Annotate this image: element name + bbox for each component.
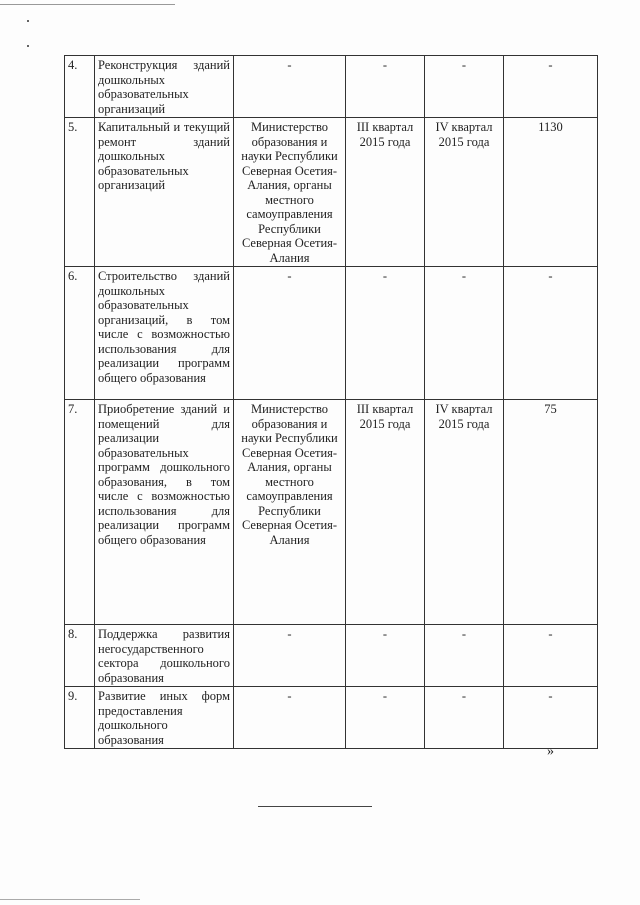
row-number: 6. <box>65 267 95 400</box>
responsible-org: - <box>234 687 346 749</box>
end-date: - <box>425 56 504 118</box>
responsible-org: - <box>234 56 346 118</box>
start-date: III квартал 2015 года <box>346 118 425 267</box>
start-date: - <box>346 267 425 400</box>
work-description: Реконструкция зданий дошкольных образовательных организаций <box>95 56 234 118</box>
amount: 75 <box>504 400 598 625</box>
work-description: Поддержка развития негосударственного сектора дошкольного образования <box>95 625 234 687</box>
end-date: IV квартал 2015 года <box>425 400 504 625</box>
table-row <box>65 267 598 400</box>
closing-quote: » <box>547 744 554 759</box>
row-number: 9. <box>65 687 95 749</box>
start-date: - <box>346 56 425 118</box>
responsible-org: - <box>234 267 346 400</box>
table-row <box>65 400 598 625</box>
scan-mark <box>27 45 29 47</box>
end-date: - <box>425 687 504 749</box>
work-description: Строительство зданий дошкольных образовательных организаций, в том числе с возможностью использования для реализации программ общего образования <box>95 267 234 400</box>
end-date: IV квартал 2015 года <box>425 118 504 267</box>
responsible-org: Министерство образования и науки Республики Северная Осетия-Алания, органы местного самоуправления Республики Северная Осетия-Алания <box>234 118 346 267</box>
table-row <box>65 687 598 749</box>
work-description: Капитальный и текущий ремонт зданий дошкольных образовательных организаций <box>95 118 234 267</box>
row-number: 4. <box>65 56 95 118</box>
amount: - <box>504 625 598 687</box>
responsible-org: Министерство образования и науки Республики Северная Осетия-Алания, органы местного самоуправления Республики Северная Осетия-Алания <box>234 400 346 625</box>
work-description: Приобретение зданий и помещений для реализации образовательных программ дошкольного образования, в том числе с возможностью использования для реализации программ общего образования <box>95 400 234 625</box>
schedule-table <box>64 55 598 749</box>
start-date: - <box>346 625 425 687</box>
amount: - <box>504 267 598 400</box>
footer-rule <box>258 806 372 807</box>
top-rule <box>0 4 175 5</box>
table-row <box>65 625 598 687</box>
scan-mark <box>27 20 29 22</box>
start-date: - <box>346 687 425 749</box>
row-number: 7. <box>65 400 95 625</box>
table-row <box>65 56 598 118</box>
end-date: - <box>425 625 504 687</box>
row-number: 8. <box>65 625 95 687</box>
start-date: III квартал 2015 года <box>346 400 425 625</box>
amount: - <box>504 687 598 749</box>
amount: 1130 <box>504 118 598 267</box>
work-description: Развитие иных форм предоставления дошкольного образования <box>95 687 234 749</box>
responsible-org: - <box>234 625 346 687</box>
row-number: 5. <box>65 118 95 267</box>
end-date: - <box>425 267 504 400</box>
table-row <box>65 118 598 267</box>
bottom-rule <box>0 899 140 900</box>
amount: - <box>504 56 598 118</box>
